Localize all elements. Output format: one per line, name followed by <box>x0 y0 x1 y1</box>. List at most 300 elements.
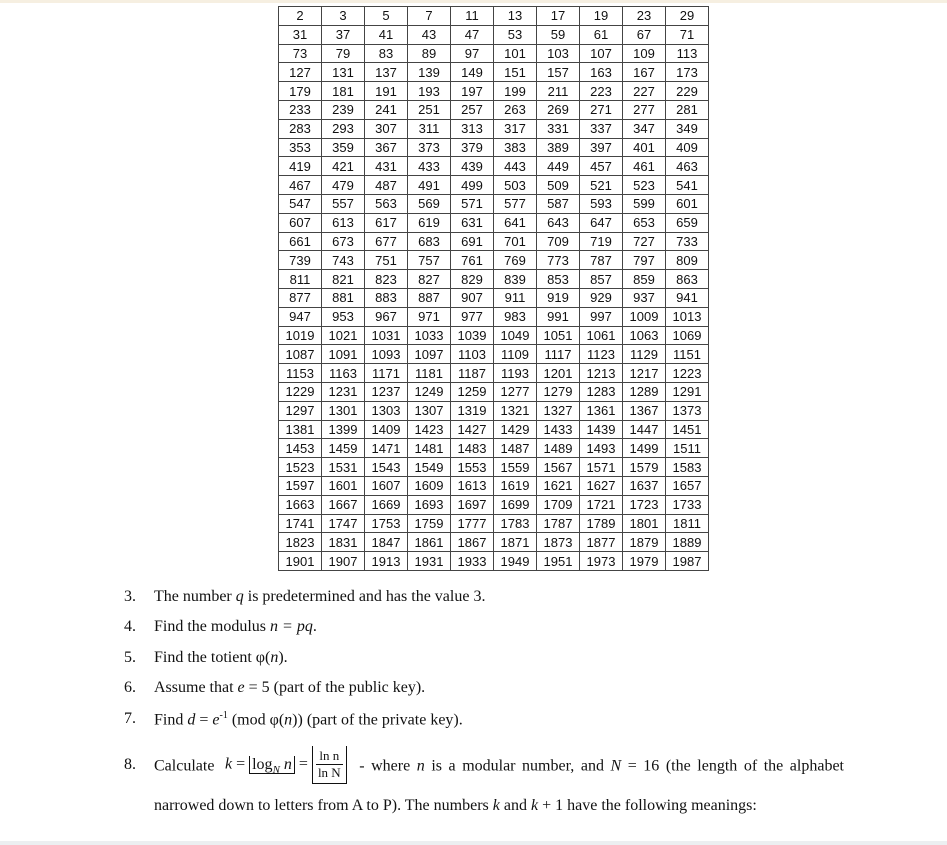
table-cell: 193 <box>408 82 451 101</box>
table-cell: 1451 <box>666 420 709 439</box>
table-cell: 1151 <box>666 345 709 364</box>
table-cell: 1033 <box>408 326 451 345</box>
table-cell: 1987 <box>666 552 709 571</box>
table-cell: 23 <box>623 7 666 26</box>
table-cell: 47 <box>451 25 494 44</box>
table-cell: 607 <box>279 213 322 232</box>
table-cell: 167 <box>623 63 666 82</box>
table-cell: 283 <box>279 119 322 138</box>
table-row <box>279 7 709 26</box>
table-cell: 1087 <box>279 345 322 364</box>
table-cell: 1471 <box>365 439 408 458</box>
table-cell: 7 <box>408 7 451 26</box>
table-cell: 1429 <box>494 420 537 439</box>
table-cell: 307 <box>365 119 408 138</box>
table-cell: 463 <box>666 157 709 176</box>
table-cell: 277 <box>623 100 666 119</box>
table-cell: 773 <box>537 251 580 270</box>
table-cell: 757 <box>408 251 451 270</box>
table-cell: 1699 <box>494 495 537 514</box>
table-cell: 53 <box>494 25 537 44</box>
table-cell: 1637 <box>623 476 666 495</box>
table-cell: 823 <box>365 270 408 289</box>
table-cell: 5 <box>365 7 408 26</box>
log-text: log <box>252 755 273 773</box>
table-row <box>279 176 709 195</box>
table-row <box>279 25 709 44</box>
table-cell: 1907 <box>322 552 365 571</box>
table-cell: 919 <box>537 288 580 307</box>
table-cell: 751 <box>365 251 408 270</box>
table-cell: 887 <box>408 288 451 307</box>
table-row <box>279 157 709 176</box>
step-text: is predetermined and has the value 3. <box>243 588 486 605</box>
table-cell: 643 <box>537 213 580 232</box>
step-text: The number <box>154 588 236 605</box>
table-cell: 863 <box>666 270 709 289</box>
table-cell: 997 <box>580 307 623 326</box>
table-cell: 31 <box>279 25 322 44</box>
table-cell: 59 <box>537 25 580 44</box>
table-cell: 1667 <box>322 495 365 514</box>
table-cell: 1433 <box>537 420 580 439</box>
table-cell: 1831 <box>322 533 365 552</box>
variable-q: q <box>235 588 244 605</box>
table-cell: 41 <box>365 25 408 44</box>
table-cell: 67 <box>623 25 666 44</box>
table-cell: 139 <box>408 63 451 82</box>
table-cell: 1697 <box>451 495 494 514</box>
table-cell: 1217 <box>623 364 666 383</box>
step-text: - where <box>359 757 417 775</box>
table-cell: 131 <box>322 63 365 82</box>
table-cell: 761 <box>451 251 494 270</box>
table-cell: 439 <box>451 157 494 176</box>
table-cell: 601 <box>666 194 709 213</box>
table-cell: 739 <box>279 251 322 270</box>
step-4 <box>124 618 844 649</box>
table-cell: 557 <box>322 194 365 213</box>
variable-k: k <box>224 755 233 773</box>
table-cell: 853 <box>537 270 580 289</box>
variable-e: e <box>212 711 220 729</box>
table-cell: 1021 <box>322 326 365 345</box>
step-text: (mod φ( <box>227 711 285 729</box>
table-cell: 89 <box>408 44 451 63</box>
table-cell: 499 <box>451 176 494 195</box>
table-cell: 1427 <box>451 420 494 439</box>
table-cell: 1951 <box>537 552 580 571</box>
table-cell: 157 <box>537 63 580 82</box>
table-cell: 107 <box>580 44 623 63</box>
table-cell: 151 <box>494 63 537 82</box>
table-cell: 1283 <box>580 382 623 401</box>
table-cell: 691 <box>451 232 494 251</box>
table-cell: 2 <box>279 7 322 26</box>
table-row <box>279 439 709 458</box>
table-cell: 257 <box>451 100 494 119</box>
variable-d: d <box>187 711 196 729</box>
table-cell: 947 <box>279 307 322 326</box>
table-cell: 1289 <box>623 382 666 401</box>
step-text: ). <box>278 649 288 666</box>
table-cell: 269 <box>537 100 580 119</box>
table-cell: 103 <box>537 44 580 63</box>
table-cell: 1777 <box>451 514 494 533</box>
table-cell: 827 <box>408 270 451 289</box>
table-cell: 881 <box>322 288 365 307</box>
table-cell: 971 <box>408 307 451 326</box>
table-cell: 227 <box>623 82 666 101</box>
table-cell: 401 <box>623 138 666 157</box>
table-cell: 179 <box>279 82 322 101</box>
table-row <box>279 401 709 420</box>
log-base-N: N <box>272 763 280 776</box>
table-row <box>279 495 709 514</box>
table-cell: 379 <box>451 138 494 157</box>
table-cell: 1657 <box>666 476 709 495</box>
table-cell: 1709 <box>537 495 580 514</box>
variable-k: k <box>530 796 539 814</box>
table-cell: 1663 <box>279 495 322 514</box>
table-cell: 467 <box>279 176 322 195</box>
table-cell: 977 <box>451 307 494 326</box>
table-cell: 1019 <box>279 326 322 345</box>
step-number: 4. <box>124 618 136 635</box>
step-7 <box>124 710 844 746</box>
table-cell: 1097 <box>408 345 451 364</box>
table-cell: 937 <box>623 288 666 307</box>
table-cell: 491 <box>408 176 451 195</box>
table-cell: 1787 <box>537 514 580 533</box>
table-cell: 829 <box>451 270 494 289</box>
variable-N: N <box>610 757 622 775</box>
table-cell: 1447 <box>623 420 666 439</box>
k-formula <box>225 746 347 788</box>
table-cell: 1307 <box>408 401 451 420</box>
table-cell: 271 <box>580 100 623 119</box>
table-cell: 661 <box>279 232 322 251</box>
table-cell: 1103 <box>451 345 494 364</box>
table-cell: 1237 <box>365 382 408 401</box>
table-cell: 1879 <box>623 533 666 552</box>
table-cell: 719 <box>580 232 623 251</box>
table-cell: 1949 <box>494 552 537 571</box>
table-cell: 311 <box>408 119 451 138</box>
fraction-numerator: ln n <box>316 748 343 765</box>
table-cell: 619 <box>408 213 451 232</box>
table-cell: 1531 <box>322 458 365 477</box>
step-5 <box>124 649 844 679</box>
table-cell: 1579 <box>623 458 666 477</box>
table-cell: 1091 <box>322 345 365 364</box>
table-cell: 449 <box>537 157 580 176</box>
table-row <box>279 514 709 533</box>
equals-sign: = <box>298 755 308 773</box>
step-8 <box>124 746 844 814</box>
table-cell: 19 <box>580 7 623 26</box>
equals-sign: = <box>195 711 213 729</box>
table-cell: 1489 <box>537 439 580 458</box>
table-row <box>279 63 709 82</box>
table-cell: 1619 <box>494 476 537 495</box>
log-argument-n: n <box>283 755 292 773</box>
table-cell: 547 <box>279 194 322 213</box>
table-cell: 1123 <box>580 345 623 364</box>
table-cell: 953 <box>322 307 365 326</box>
table-cell: 1607 <box>365 476 408 495</box>
step-text: = 5 (part of the public key). <box>244 679 426 696</box>
table-cell: 1867 <box>451 533 494 552</box>
table-cell: 1181 <box>408 364 451 383</box>
table-cell: 1013 <box>666 307 709 326</box>
prime-numbers-table <box>278 6 709 571</box>
table-cell: 521 <box>580 176 623 195</box>
table-cell: 1129 <box>623 345 666 364</box>
table-cell: 1913 <box>365 552 408 571</box>
table-cell: 1753 <box>365 514 408 533</box>
table-cell: 1801 <box>623 514 666 533</box>
table-cell: 787 <box>580 251 623 270</box>
table-cell: 461 <box>623 157 666 176</box>
table-row <box>279 364 709 383</box>
table-cell: 1493 <box>580 439 623 458</box>
table-cell: 389 <box>537 138 580 157</box>
table-cell: 313 <box>451 119 494 138</box>
table-cell: 1259 <box>451 382 494 401</box>
step-text: . <box>312 618 317 635</box>
floor-fraction-expression <box>312 746 347 784</box>
table-row <box>279 119 709 138</box>
table-cell: 1747 <box>322 514 365 533</box>
table-row <box>279 552 709 571</box>
table-cell: 1327 <box>537 401 580 420</box>
table-cell: 97 <box>451 44 494 63</box>
table-cell: 1303 <box>365 401 408 420</box>
table-cell: 127 <box>279 63 322 82</box>
step-number: 8. <box>124 756 136 773</box>
table-cell: 367 <box>365 138 408 157</box>
table-cell: 1861 <box>408 533 451 552</box>
table-cell: 1721 <box>580 495 623 514</box>
table-cell: 1291 <box>666 382 709 401</box>
table-cell: 1609 <box>408 476 451 495</box>
variable-n: n <box>416 757 425 775</box>
table-cell: 1453 <box>279 439 322 458</box>
table-cell: 433 <box>408 157 451 176</box>
table-cell: 1069 <box>666 326 709 345</box>
table-cell: 181 <box>322 82 365 101</box>
table-cell: 1171 <box>365 364 408 383</box>
table-cell: 1361 <box>580 401 623 420</box>
table-cell: 1511 <box>666 439 709 458</box>
table-cell: 991 <box>537 307 580 326</box>
step-text: Find the modulus <box>154 618 271 635</box>
fraction-denominator: ln N <box>317 764 341 780</box>
step-3 <box>124 588 844 618</box>
table-row <box>279 82 709 101</box>
table-cell: 347 <box>623 119 666 138</box>
table-cell: 1871 <box>494 533 537 552</box>
table-cell: 1109 <box>494 345 537 364</box>
table-cell: 263 <box>494 100 537 119</box>
table-cell: 431 <box>365 157 408 176</box>
step-number: 6. <box>124 679 136 696</box>
table-cell: 1597 <box>279 476 322 495</box>
table-cell: 409 <box>666 138 709 157</box>
table-cell: 631 <box>451 213 494 232</box>
table-cell: 1783 <box>494 514 537 533</box>
table-cell: 11 <box>451 7 494 26</box>
table-cell: 239 <box>322 100 365 119</box>
table-cell: 809 <box>666 251 709 270</box>
table-cell: 37 <box>322 25 365 44</box>
table-cell: 1229 <box>279 382 322 401</box>
table-cell: 797 <box>623 251 666 270</box>
table-cell: 883 <box>365 288 408 307</box>
table-cell: 1409 <box>365 420 408 439</box>
variable-n: n <box>270 649 279 666</box>
table-cell: 983 <box>494 307 537 326</box>
table-cell: 1321 <box>494 401 537 420</box>
table-cell: 1201 <box>537 364 580 383</box>
table-cell: 83 <box>365 44 408 63</box>
table-cell: 727 <box>623 232 666 251</box>
table-cell: 1301 <box>322 401 365 420</box>
table-cell: 571 <box>451 194 494 213</box>
table-row <box>279 382 709 401</box>
table-cell: 383 <box>494 138 537 157</box>
table-row <box>279 138 709 157</box>
table-cell: 577 <box>494 194 537 213</box>
table-cell: 1553 <box>451 458 494 477</box>
table-cell: 839 <box>494 270 537 289</box>
table-cell: 317 <box>494 119 537 138</box>
table-cell: 281 <box>666 100 709 119</box>
table-cell: 149 <box>451 63 494 82</box>
table-row <box>279 533 709 552</box>
table-row <box>279 251 709 270</box>
table-cell: 1063 <box>623 326 666 345</box>
prime-table-body <box>279 7 709 571</box>
table-cell: 241 <box>365 100 408 119</box>
table-cell: 479 <box>322 176 365 195</box>
table-cell: 1669 <box>365 495 408 514</box>
table-cell: 1601 <box>322 476 365 495</box>
table-cell: 1481 <box>408 439 451 458</box>
step-6 <box>124 679 844 710</box>
table-cell: 1583 <box>666 458 709 477</box>
table-row <box>279 44 709 63</box>
table-cell: 421 <box>322 157 365 176</box>
table-cell: 677 <box>365 232 408 251</box>
step-text: = 16 (the length of the alphabet narrowed down to letters from A to P). The numbers <box>154 757 844 814</box>
table-cell: 337 <box>580 119 623 138</box>
table-cell: 859 <box>623 270 666 289</box>
variable-k: k <box>492 796 500 814</box>
table-cell: 1031 <box>365 326 408 345</box>
step-8-first-line <box>154 746 844 814</box>
table-cell: 1231 <box>322 382 365 401</box>
table-cell: 373 <box>408 138 451 157</box>
table-cell: 641 <box>494 213 537 232</box>
table-cell: 197 <box>451 82 494 101</box>
table-cell: 223 <box>580 82 623 101</box>
table-row <box>279 345 709 364</box>
table-cell: 1571 <box>580 458 623 477</box>
table-cell: 1117 <box>537 345 580 364</box>
table-row <box>279 288 709 307</box>
table-cell: 1901 <box>279 552 322 571</box>
table-row <box>279 458 709 477</box>
page-top-strip <box>0 0 947 3</box>
table-cell: 503 <box>494 176 537 195</box>
table-cell: 1213 <box>580 364 623 383</box>
table-cell: 541 <box>666 176 709 195</box>
table-cell: 653 <box>623 213 666 232</box>
table-cell: 613 <box>322 213 365 232</box>
table-cell: 1741 <box>279 514 322 533</box>
table-cell: 1399 <box>322 420 365 439</box>
variable-n: n <box>284 711 293 729</box>
table-cell: 1039 <box>451 326 494 345</box>
table-cell: 563 <box>365 194 408 213</box>
table-cell: 1009 <box>623 307 666 326</box>
table-cell: 13 <box>494 7 537 26</box>
table-cell: 101 <box>494 44 537 63</box>
table-cell: 1931 <box>408 552 451 571</box>
table-cell: 733 <box>666 232 709 251</box>
table-cell: 1487 <box>494 439 537 458</box>
table-cell: 1483 <box>451 439 494 458</box>
table-cell: 1613 <box>451 476 494 495</box>
table-cell: 1163 <box>322 364 365 383</box>
table-cell: 1979 <box>623 552 666 571</box>
table-cell: 251 <box>408 100 451 119</box>
table-cell: 29 <box>666 7 709 26</box>
table-cell: 769 <box>494 251 537 270</box>
table-cell: 199 <box>494 82 537 101</box>
equals-sign: = <box>236 755 246 773</box>
table-cell: 73 <box>279 44 322 63</box>
table-cell: 1049 <box>494 326 537 345</box>
table-cell: 1153 <box>279 364 322 383</box>
table-cell: 569 <box>408 194 451 213</box>
table-cell: 1523 <box>279 458 322 477</box>
table-cell: 647 <box>580 213 623 232</box>
table-cell: 683 <box>408 232 451 251</box>
table-cell: 1559 <box>494 458 537 477</box>
table-cell: 1277 <box>494 382 537 401</box>
step-number: 3. <box>124 588 136 605</box>
page-bottom-strip <box>0 841 947 845</box>
table-row <box>279 232 709 251</box>
table-cell: 359 <box>322 138 365 157</box>
table-cell: 1381 <box>279 420 322 439</box>
step-text: Calculate <box>154 757 221 775</box>
inverse-exponent: -1 <box>219 710 228 721</box>
table-cell: 1823 <box>279 533 322 552</box>
table-cell: 1627 <box>580 476 623 495</box>
table-cell: 593 <box>580 194 623 213</box>
table-cell: 173 <box>666 63 709 82</box>
table-cell: 43 <box>408 25 451 44</box>
step-text: and <box>499 796 531 814</box>
table-cell: 1847 <box>365 533 408 552</box>
table-cell: 3 <box>322 7 365 26</box>
table-cell: 1621 <box>537 476 580 495</box>
table-cell: 487 <box>365 176 408 195</box>
